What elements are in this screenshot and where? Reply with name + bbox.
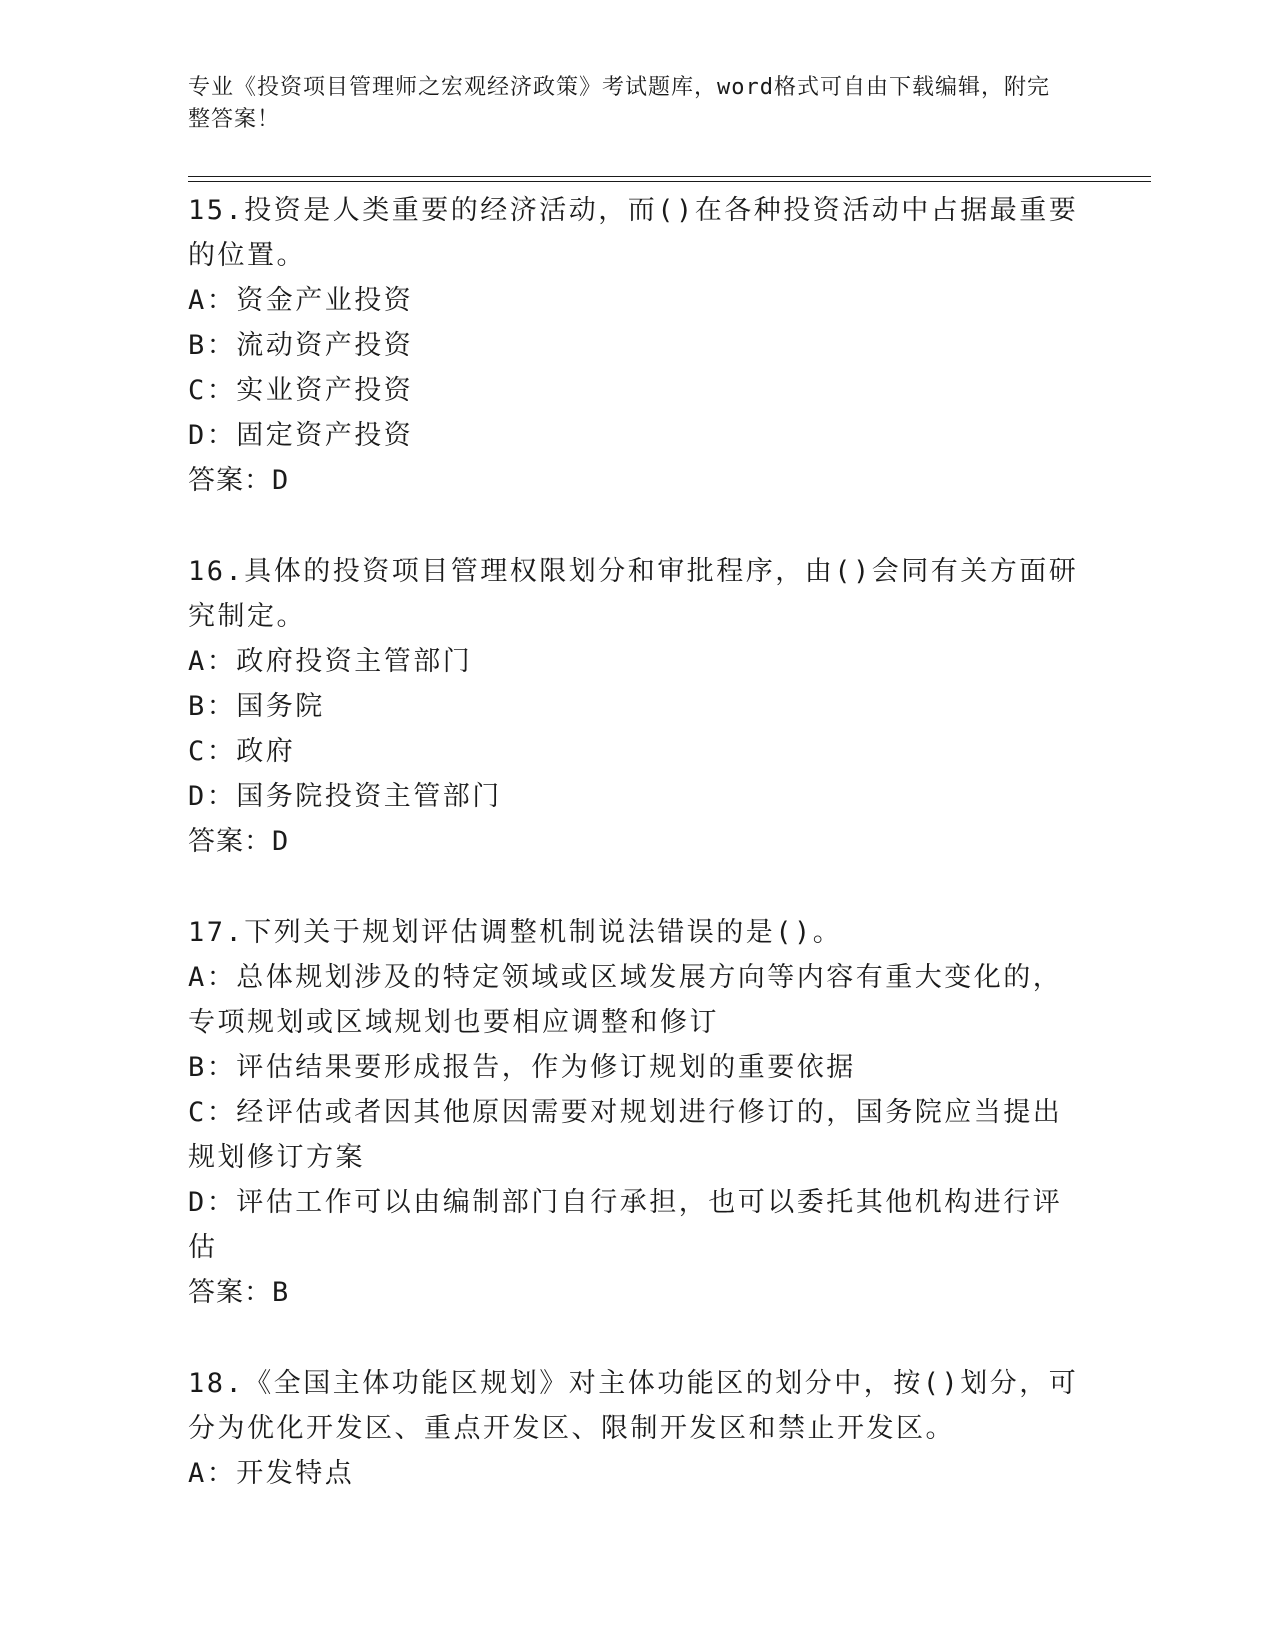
- question-18: [188, 1361, 1088, 1496]
- option-c: C：实业资产投资: [188, 375, 414, 406]
- option-a: A：开发特点: [188, 1458, 355, 1489]
- answer-line: [188, 1270, 1088, 1315]
- question-17: [188, 910, 1088, 1315]
- answer-label: 答案：: [188, 465, 272, 496]
- question-text: 15.投资是人类重要的经济活动，而()在各种投资活动中占据最重要的位置。: [188, 195, 1079, 271]
- answer-line: [188, 819, 1088, 864]
- question-15: [188, 188, 1088, 503]
- answer-line: [188, 458, 1088, 503]
- option-c: C：经评估或者因其他原因需要对规划进行修订的，国务院应当提出规划修订方案: [188, 1097, 1063, 1173]
- header-rule-bottom: [188, 181, 1151, 182]
- option-d: D：固定资产投资: [188, 420, 414, 451]
- question-16: [188, 549, 1088, 864]
- answer-label: 答案：: [188, 1277, 272, 1308]
- answer-value: B: [272, 1277, 290, 1308]
- option-a: A：总体规划涉及的特定领域或区域发展方向等内容有重大变化的，专项规划或区域规划也要相应调整和修订: [188, 962, 1063, 1038]
- option-a: A：政府投资主管部门: [188, 646, 473, 677]
- page-header: 专业《投资项目管理师之宏观经济政策》考试题库，word格式可自由下载编辑，附完整答案！: [188, 75, 1050, 132]
- question-text: 17.下列关于规划评估调整机制说法错误的是()。: [188, 917, 843, 948]
- answer-value: D: [272, 465, 290, 496]
- option-d: D：评估工作可以由编制部门自行承担，也可以委托其他机构进行评估: [188, 1187, 1063, 1263]
- header-rule-top: [188, 176, 1151, 177]
- answer-label: 答案：: [188, 826, 272, 857]
- option-c: C：政府: [188, 736, 296, 767]
- question-list: [188, 188, 1088, 1496]
- option-a: A：资金产业投资: [188, 285, 414, 316]
- option-d: D：国务院投资主管部门: [188, 781, 502, 812]
- option-b: B：国务院: [188, 691, 325, 722]
- option-b: B：评估结果要形成报告，作为修订规划的重要依据: [188, 1052, 856, 1083]
- question-text: 18.《全国主体功能区规划》对主体功能区的划分中，按()划分，可分为优化开发区、重点开发区、限制开发区和禁止开发区。: [188, 1368, 1079, 1444]
- question-text: 16.具体的投资项目管理权限划分和审批程序，由()会同有关方面研究制定。: [188, 556, 1079, 632]
- option-b: B：流动资产投资: [188, 330, 414, 361]
- answer-value: D: [272, 826, 290, 857]
